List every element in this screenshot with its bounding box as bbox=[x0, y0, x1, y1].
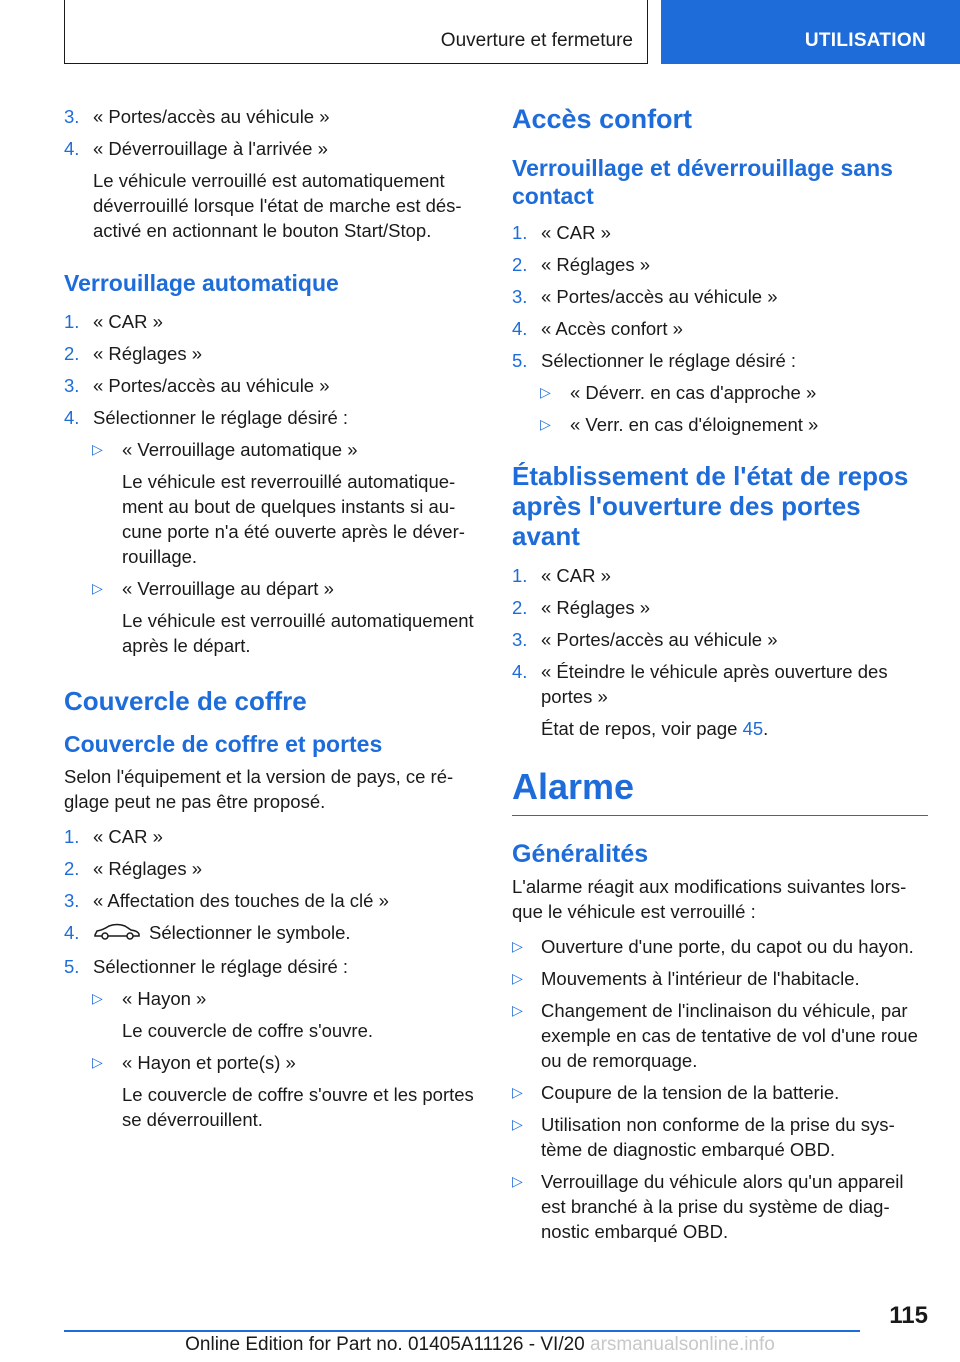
list-text: « Déverrouillage à l'arrivée » bbox=[93, 138, 328, 159]
list-item bbox=[64, 824, 476, 849]
chapter-heading-alarm: Alarme bbox=[512, 767, 928, 816]
footer-edition bbox=[0, 1334, 960, 1356]
footer-watermark: arsmanualsonline.info bbox=[590, 1334, 775, 1355]
list-number: 2. bbox=[64, 858, 80, 879]
list-number: 1. bbox=[512, 565, 528, 586]
section-heading-rest-state: Établissement de l'état de repos après l'ouverture des portes avant bbox=[512, 461, 909, 551]
list-number: 2. bbox=[512, 254, 528, 275]
triangle-right-icon: ▷ bbox=[512, 1084, 523, 1100]
list-item bbox=[64, 405, 476, 430]
list-item bbox=[64, 373, 476, 398]
list-text: « Accès confort » bbox=[541, 318, 683, 339]
option-label: « Verr. en cas d'éloignement » bbox=[570, 414, 819, 435]
bullet-text: Coupure de la tension de la batterie. bbox=[541, 1082, 840, 1103]
option-label: « Verrouillage automatique » bbox=[122, 439, 358, 460]
list-number: 1. bbox=[64, 311, 80, 332]
list-item bbox=[512, 563, 928, 588]
list-number: 3. bbox=[512, 286, 528, 307]
triangle-right-icon: ▷ bbox=[92, 990, 103, 1007]
bullet-text: Verrouillage du véhicule alors qu'un appareil est branché à la prise du système de diagnostic embarqué OBD. bbox=[541, 1171, 904, 1242]
list-text: Sélectionner le réglage désiré : bbox=[93, 956, 349, 978]
left-column bbox=[64, 104, 476, 1139]
option-label: « Hayon » bbox=[122, 988, 207, 1010]
list-text: « Portes/accès au véhicule » bbox=[93, 375, 330, 396]
list-item bbox=[512, 595, 928, 620]
list-text: « Réglages » bbox=[93, 343, 203, 364]
header-section-box bbox=[64, 0, 648, 64]
triangle-right-icon: ▷ bbox=[512, 970, 523, 986]
option-label: « Verrouillage au départ » bbox=[122, 578, 334, 599]
header-chapter-tab bbox=[661, 0, 960, 64]
list-item bbox=[512, 659, 928, 709]
list-item bbox=[64, 954, 476, 979]
list-number: 2. bbox=[512, 597, 528, 618]
footer-edition-text: Online Edition for Part no. 01405A11126 - VI/20 bbox=[185, 1334, 585, 1355]
option-item bbox=[64, 986, 476, 1011]
option-item bbox=[64, 1050, 476, 1075]
bullet-text: Mouvements à l'intérieur de l'habitacle. bbox=[541, 968, 860, 989]
triangle-right-icon: ▷ bbox=[512, 1116, 523, 1132]
list-item bbox=[64, 104, 476, 129]
option-description: Le couvercle de coffre s'ouvre et les portes se déverrouillent. bbox=[122, 1084, 474, 1131]
triangle-right-icon: ▷ bbox=[512, 1173, 523, 1189]
option-description: Le véhicule est verrouillé automatiquement après le départ. bbox=[122, 610, 474, 656]
section-heading-trunk: Couvercle de coffre bbox=[64, 686, 307, 716]
list-number: 5. bbox=[512, 350, 528, 371]
option-item bbox=[512, 412, 928, 437]
car-icon bbox=[93, 921, 141, 947]
option-label: « Hayon et porte(s) » bbox=[122, 1052, 296, 1074]
option-label: « Déverr. en cas d'approche » bbox=[570, 382, 817, 403]
option-description: Le couvercle de coffre s'ouvre. bbox=[122, 1020, 374, 1042]
subsection-heading-general: Généralités bbox=[512, 840, 649, 868]
list-item bbox=[64, 309, 476, 334]
trunk-intro: Selon l'équipement et la version de pays, ce réglage peut ne pas être proposé. bbox=[64, 766, 454, 812]
list-text: « Réglages » bbox=[541, 254, 651, 275]
list-text: « CAR » bbox=[93, 311, 163, 332]
page-reference-link[interactable]: 45 bbox=[742, 718, 764, 739]
list-item bbox=[64, 888, 476, 913]
list-item bbox=[512, 627, 928, 652]
bullet-item bbox=[512, 934, 928, 959]
bullet-item bbox=[512, 1080, 928, 1105]
list-item bbox=[64, 856, 476, 881]
header-section-title: Ouverture et fermeture bbox=[440, 30, 633, 51]
footer-rule bbox=[64, 1330, 860, 1332]
list-text: « CAR » bbox=[541, 222, 611, 243]
bullet-text: Utilisation non conforme de la prise du système de diagnostic embarqué OBD. bbox=[541, 1114, 895, 1160]
list-text: Sélectionner le symbole. bbox=[149, 922, 351, 943]
list-number: 3. bbox=[64, 890, 80, 911]
option-item bbox=[64, 437, 476, 462]
option-item bbox=[64, 576, 476, 601]
rest-note bbox=[512, 716, 928, 741]
list-item bbox=[512, 284, 928, 309]
list-number: 4. bbox=[512, 318, 528, 339]
list-number: 3. bbox=[512, 629, 528, 650]
list-text: « Portes/accès au véhicule » bbox=[541, 629, 778, 650]
list-number: 4. bbox=[64, 407, 80, 428]
triangle-right-icon: ▷ bbox=[92, 580, 103, 596]
subsection-heading-keyless: Verrouillage et déverrouillage sans contact bbox=[512, 155, 893, 209]
list-text: « Éteindre le véhicule après ouverture des portes » bbox=[541, 661, 888, 707]
list-text: Sélectionner le réglage désiré : bbox=[541, 350, 797, 371]
subsection-heading-trunk-doors: Couvercle de coffre et portes bbox=[64, 731, 383, 757]
triangle-right-icon: ▷ bbox=[92, 441, 103, 457]
list-number: 5. bbox=[64, 956, 80, 978]
right-column bbox=[512, 104, 928, 1251]
list-item bbox=[64, 136, 476, 161]
list-item bbox=[512, 316, 928, 341]
triangle-right-icon: ▷ bbox=[512, 1002, 523, 1018]
list-number: 3. bbox=[64, 375, 80, 396]
list-text: « CAR » bbox=[541, 565, 611, 586]
list-text: « Portes/accès au véhicule » bbox=[541, 286, 778, 307]
list-number: 4. bbox=[64, 922, 80, 943]
list-item bbox=[512, 348, 928, 373]
bullet-item bbox=[512, 1169, 928, 1244]
list-text: « CAR » bbox=[93, 826, 163, 847]
list-text: « Affectation des touches de la clé » bbox=[93, 890, 389, 911]
list-item bbox=[64, 341, 476, 366]
triangle-right-icon: ▷ bbox=[92, 1054, 103, 1071]
option-item bbox=[512, 380, 928, 405]
page-number: 115 bbox=[889, 1302, 928, 1329]
list-number: 3. bbox=[64, 106, 80, 127]
list-item bbox=[512, 220, 928, 245]
alarm-intro: L'alarme réagit aux modifications suivantes lorsque le véhicule est verrouillé : bbox=[512, 876, 907, 922]
header-chapter-label: UTILISATION bbox=[804, 30, 926, 51]
list-item bbox=[64, 920, 476, 947]
list-text: « Réglages » bbox=[541, 597, 651, 618]
list-text: « Réglages » bbox=[93, 858, 203, 879]
triangle-right-icon: ▷ bbox=[512, 938, 523, 954]
triangle-right-icon: ▷ bbox=[540, 384, 551, 400]
list-text: « Portes/accès au véhicule » bbox=[93, 106, 330, 127]
bullet-item bbox=[512, 966, 928, 991]
list-item bbox=[512, 252, 928, 277]
option-description: Le véhicule est reverrouillé automatiquement au bout de quelques instants si aucune porte n'a été ouverte après le déverrouillage. bbox=[122, 471, 465, 567]
list-number: 1. bbox=[64, 826, 80, 847]
list-text: Sélectionner le réglage désiré : bbox=[93, 407, 349, 428]
list-number: 1. bbox=[512, 222, 528, 243]
bullet-item bbox=[512, 1112, 928, 1162]
step-note: Le véhicule verrouillé est automatiquement déverrouillé lorsque l'état de marche est désactivé en actionnant le bouton Start/Stop. bbox=[93, 170, 462, 241]
rest-note-suffix: . bbox=[763, 718, 769, 739]
list-number: 2. bbox=[64, 343, 80, 364]
bullet-item bbox=[512, 998, 928, 1073]
list-number: 4. bbox=[64, 138, 80, 159]
section-heading-comfort: Accès confort bbox=[512, 104, 693, 134]
bullet-text: Ouverture d'une porte, du capot ou du hayon. bbox=[541, 936, 914, 957]
bullet-text: Changement de l'inclinaison du véhicule, par exemple en cas de tentative de vol d'une roue ou de remorquage. bbox=[541, 1000, 918, 1071]
list-number: 4. bbox=[512, 661, 528, 682]
rest-note-text: État de repos, voir page bbox=[541, 718, 743, 739]
section-heading-auto-lock: Verrouillage automatique bbox=[64, 270, 339, 296]
triangle-right-icon: ▷ bbox=[540, 416, 551, 432]
